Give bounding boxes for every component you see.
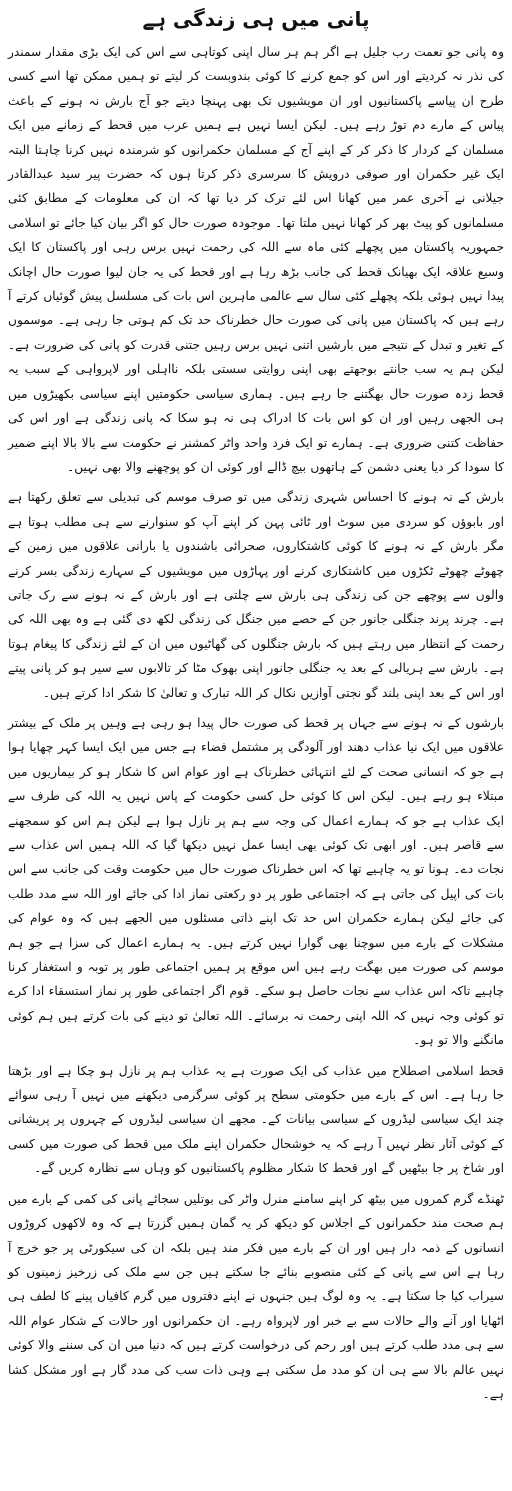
article-paragraph-1: وہ پانی جو نعمت رب جلیل ہے اگر ہم ہر سال اپنی کوتاہی سے اس کی ایک بڑی مقدار سمندر کی نذر نہ کردیتے اور اس کو جمع کرنے کا کوئی بندوبست کر لیتے تو ہمیں ممکن تھا اسے کسی طرح ان پیاسے پاکستانیوں اور ان مویشیوں تک بھی پہنچا دیتے جو آج بارش نہ ہونے کے باعث پیاس کے مارے دم توڑ رہے ہیں۔ لیکن ایسا نہیں ہے ہمیں عرب میں قحط کے زمانے میں ایک مسلمان کے کردار کا ذکر کر کے اپنے آج کے مسلمان حکمرانوں کو شرمندہ نہیں کرنا چاہتا البتہ ایک غیر حکمران اور صوفی درویش کا سرسری ذکر کرتا ہوں کہ حضرت پیر سید عبدالقادر جیلانی نے آخری عمر میں کھانا اس لئے ترک کر دیا تھا کہ ان کی معلومات کے مطابق کئی مسلمانوں کو پیٹ بھر کر کھانا نہیں ملتا تھا۔ موجودہ صورت حال کو اگر بیان کیا جائے تو اسلامی جمہوریہ پاکستان میں پچھلے کئی ماہ سے اللہ کی رحمت نہیں برس رہی اور پاکستان کا ایک وسیع علاقہ ایک بھیانک قحط کی جانب بڑھ رہا ہے اور قحط کی یہ جان لیوا صورت حال اچانک پیدا نہیں ہوئی بلکہ پچھلے کئی سال سے عالمی ماہرین اس بات کی مسلسل پیش گوئیاں کرتے آ رہے ہیں کہ پاکستان میں پانی کی صورت حال خطرناک حد تک کم ہوتی جا رہی ہے۔ موسموں کے تغیر و تبدل کے نتیجے میں بارشیں اتنی نہیں برس رہیں جتنی قدرت کو پانی کی ضرورت ہے۔ لیکن ہم یہ سب جانتے بوجھتے بھی اپنی روایتی سستی بلکہ نااہلی اور لاپرواہی کے سبب یہ قحط زدہ صورت حال بھگتنے جا رہے ہیں۔ ہماری سیاسی حکومتیں اپنے سیاسی بکھیڑوں میں ہی الجھی رہیں اور ان کو اس بات کا ادراک ہی نہ ہو سکا کہ پانی زندگی ہے اور اس کی حفاظت کتنی ضروری ہے۔ ہمارے تو ایک فرد واحد واٹر کمشنر نے حکومت سے بالا بالا اپنے ضمیر کا سودا کر دیا یعنی دشمن کے ہاتھوں بیچ ڈالے اور کوئی ان کو پوچھنے والا بھی نہیں۔ — [8, 45, 504, 474]
article-paragraph-5: ٹھنڈے گرم کمروں میں بیٹھ کر اپنے سامنے منرل واٹر کی بوتلیں سجائے پانی کی کمی کے بارے میں ہم صحت مند حکمرانوں کے اجلاس کو دیکھ کر یہ گمان ہمیں گزرتا ہے کہ وہ لاکھوں کروڑوں انسانوں کے ذمہ دار ہیں اور ان کے بارے میں فکر مند ہیں بلکہ ان کی سیکورٹی پر جو خرچ آ رہا ہے اس سے پانی کے کئی منصوبے بنائے جا سکتے ہیں جن سے ملک کی زرخیز زمینوں کو سیراب کیا جا سکتا ہے۔ یہ وہ لوگ ہیں جنہوں نے اپنے دفتروں میں گرم کافیاں پینے کا لطف ہی اٹھایا اور آنے والے حالات سے بے خبر اور لاپرواہ رہے۔ ان حکمرانوں اور حالات کے شکار عوام اللہ سے ہی مدد طلب کرتے ہیں اور رحم کی درخواست کرتے ہیں کہ دنیا میں ان کی سننے والا کوئی نہیں عالم بالا سے ہی ان کو مدد مل سکتی ہے وہی ذات سب کی مدد گار ہے اور مشکل کشا ہے۔ — [8, 1191, 504, 1401]
article-paragraph-4: قحط اسلامی اصطلاح میں عذاب کی ایک صورت ہے یہ عذاب ہم پر نازل ہو چکا ہے اور بڑھتا جا رہا ہے۔ اس کے بارے میں حکومتی سطح پر کوئی سرگرمی دیکھنے میں نہیں آ رہی سوائے چند ایک سیاسی لیڈروں کے سیاسی بیانات کے۔ مجھے ان سیاسی لیڈروں کے چہروں پر پریشانی کے کوئی آثار نظر نہیں آ رہے کہ یہ خوشحال حکمران اپنے ملک میں قحط کی صورت میں کسی اور شاخ پر جا بیٹھیں گے اور قحط کا شکار مظلوم پاکستانیوں کو وہاں سے نظارہ کریں گے۔ — [8, 1063, 504, 1176]
article-paragraph-3: بارشوں کے نہ ہونے سے جہاں پر قحط کی صورت حال پیدا ہو رہی ہے وہیں پر ملک کے بیشتر علاقوں میں ایک نیا عذاب دھند اور آلودگی پر مشتمل فضاء ہے جس میں ایک ایسا کہر چھایا ہوا ہے جو کہ انسانی صحت کے لئے انتہائی خطرناک ہے اور عوام اس کا شکار ہو کر بیماریوں میں مبتلاء ہو رہے ہیں۔ لیکن اس کا کوئی حل کسی حکومت کے پاس نہیں یہ اللہ کی طرف سے ایک عذاب ہے جو کہ ہمارے اعمال کی وجہ سے ہم پر نازل ہوا ہے لیکن ہم اس کو سمجھنے سے قاصر ہیں۔ اور ابھی تک کوئی بھی ایسا عمل نہیں دیکھا گیا کہ اللہ ہمیں اس عذاب سے نجات دے۔ ہونا تو یہ چاہیے تھا کہ اس خطرناک صورت حال میں حکومت وقت کی جانب سے اس بات کی اپیل کی جاتی ہے کہ اجتماعی طور پر دو رکعتی نماز ادا کی جائے اور اللہ سے مدد طلب کی جائے لیکن ہمارے حکمران اس حد تک اپنے ذاتی مسئلوں میں الجھے ہیں کہ وہ عوام کی مشکلات کے بارے میں سوچنا بھی گوارا نہیں کرتے ہیں۔ یہ ہمارے اعمال کی سزا ہے جو ہم موسم کی صورت میں بھگت رہے ہیں اس موقع پر ہمیں اجتماعی طور پر توبہ و استغفار کرنا چاہیے تاکہ اس عذاب سے نجات حاصل ہو سکے۔ قوم اگر اجتماعی طور پر نماز استسقاء ادا کرے تو کوئی وجہ نہیں کہ اللہ اپنی رحمت نہ برسائے۔ اللہ تعالیٰ تو دینے کی بات کرتے ہیں ہم کوئی مانگنے والا تو ہو۔ — [8, 715, 504, 1048]
article-title: پانی میں ہی زندگی ہے — [142, 7, 370, 31]
article-paragraph-2: بارش کے نہ ہونے کا احساس شہری زندگی میں تو صرف موسم کی تبدیلی سے تعلق رکھتا ہے اور بابوؤں کو سردی میں سوٹ اور ٹائی پہن کر اپنے آپ کو سنوارنے سے ہی مطلب ہوتا ہے مگر بارش کے نہ ہونے کا کوئی کاشتکاروں، صحرائی باشندوں یا بارانی علاقوں میں زمین کے چھوٹے چھوٹے ٹکڑوں میں کاشتکاری کرنے اور پہاڑوں میں مویشیوں کے سہارے زندگی بسر کرنے والوں سے پوچھے جن کی زندگی ہی بارش سے چلتی ہے اور بارش کے نہ ہونے سے رک جاتی ہے۔ چرند پرند جنگلی جانور جن کے حصے میں جنگل کی زندگی لکھ دی گئی ہے وہ بھی اللہ کی رحمت کے انتظار میں رہتے ہیں کہ بارش جنگلوں کی گھاٹیوں میں ان کے لئے زندگی کا پیغام ہوتا ہے۔ بارش سے ہریالی کے بعد یہ جنگلی جانور اپنی بھوک مٹا کر تالابوں سے سیر ہو کر پانی پیتے اور اس کے بعد اپنی بلند گو نجتی آوازیں نکال کر اللہ تبارک و تعالیٰ کا شکر ادا کرتے ہیں۔ — [8, 490, 504, 700]
